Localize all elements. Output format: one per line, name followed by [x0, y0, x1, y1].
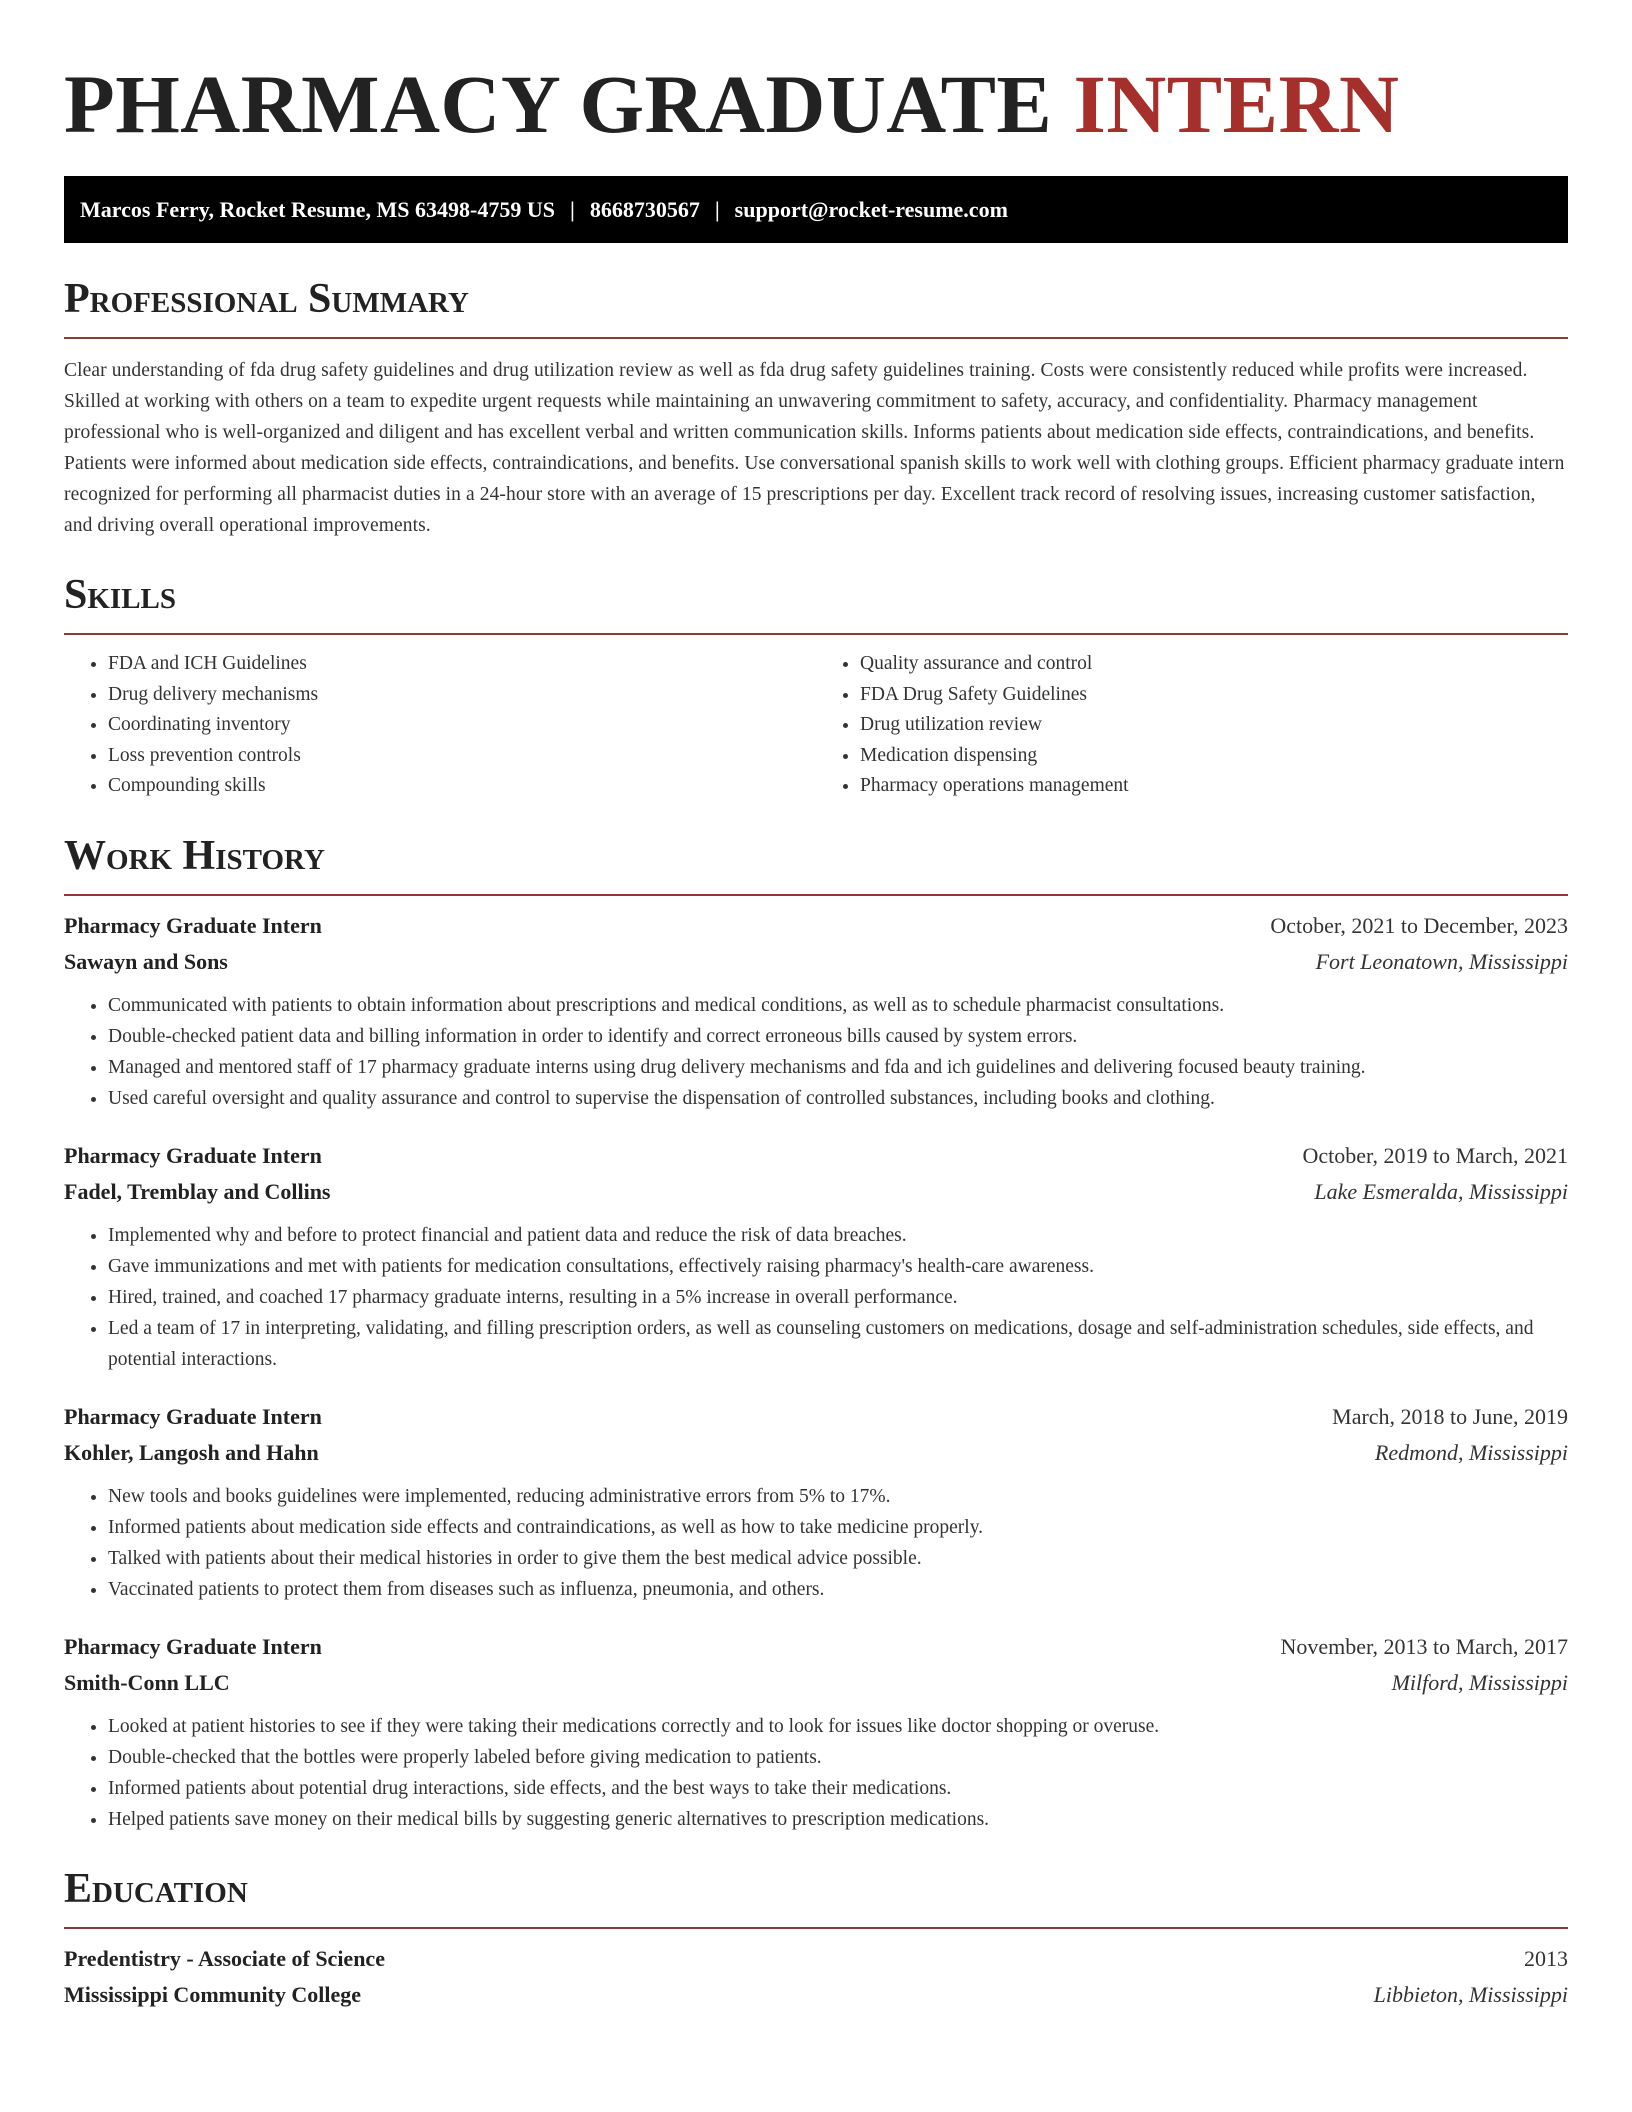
job-entry — [64, 908, 1568, 1114]
job-bullet: • Informed patients about medication side effects and contraindications, as well as how to take medicine properly. — [108, 1512, 1568, 1543]
job-title: Pharmacy Graduate Intern — [64, 1403, 322, 1429]
job-company: Fadel, Tremblay and Collins — [64, 1178, 331, 1204]
job-dates: October, 2019 to March, 2021 — [1302, 1142, 1568, 1168]
job-bullet: • Gave immunizations and met with patients for medication consultations, effectively raising pharmacy's health-care awareness. — [108, 1251, 1568, 1282]
contact-email: support@rocket-resume.com — [734, 196, 1008, 222]
job-bullet: • Vaccinated patients to protect them from diseases such as influenza, pneumonia, and others. — [108, 1574, 1568, 1605]
education-degree: Predentistry - Associate of Science — [64, 1945, 385, 1971]
section-heading-work: Work History — [64, 832, 325, 879]
job-bullet: • Managed and mentored staff of 17 pharmacy graduate interns using drug delivery mechanisms and fda and ich guidelines and delivering focused beauty training. — [108, 1052, 1568, 1083]
section-heading-summary: Professional Summary — [64, 276, 469, 322]
contact-separator: | — [714, 196, 720, 222]
job-bullet: • Talked with patients about their medical histories in order to give them the best medical advice possible. — [108, 1543, 1568, 1574]
contact-phone: 8668730567 — [589, 196, 700, 222]
job-bullet: • Communicated with patients to obtain information about prescriptions and medical conditions, as well as to schedule pharmacist consultations. — [108, 990, 1568, 1021]
job-title: Pharmacy Graduate Intern — [64, 1633, 322, 1659]
job-title: Pharmacy Graduate Intern — [64, 912, 322, 938]
job-bullet: • Looked at patient histories to see if they were taking their medications correctly and to look for issues like doctor shopping or overuse. — [108, 1711, 1568, 1742]
section-divider — [64, 337, 1568, 339]
job-title: Pharmacy Graduate Intern — [64, 1142, 322, 1168]
skill-item: • Loss prevention controls — [108, 741, 816, 772]
job-entry — [64, 1629, 1568, 1835]
section-heading-skills: Skills — [64, 572, 177, 618]
skills-section — [64, 569, 1568, 802]
summary-section — [64, 273, 1568, 541]
job-bullet: • Hired, trained, and coached 17 pharmacy graduate interns, resulting in a 5% increase in overall performance. — [108, 1282, 1568, 1313]
skill-item: • FDA Drug Safety Guidelines — [860, 680, 1568, 711]
section-divider — [64, 1927, 1568, 1929]
title-accent: INTERN — [1073, 58, 1400, 150]
education-section — [64, 1863, 1568, 2013]
skill-item: • Quality assurance and control — [860, 649, 1568, 680]
page-title — [64, 0, 1568, 152]
job-header-row — [64, 1399, 1568, 1435]
job-bullet: • Implemented why and before to protect financial and patient data and reduce the risk of data breaches. — [108, 1220, 1568, 1251]
job-location: Fort Leonatown, Mississippi — [1315, 948, 1568, 974]
job-company-row — [64, 1435, 1568, 1471]
job-company: Sawayn and Sons — [64, 948, 228, 974]
job-entry — [64, 1399, 1568, 1605]
section-divider — [64, 633, 1568, 635]
job-location: Lake Esmeralda, Mississippi — [1314, 1178, 1568, 1204]
skill-item: • Pharmacy operations management — [860, 771, 1568, 802]
job-company: Kohler, Langosh and Hahn — [64, 1439, 319, 1465]
skills-list-right — [816, 649, 1568, 802]
education-school: Mississippi Community College — [64, 1981, 362, 2007]
summary-text: Clear understanding of fda drug safety guidelines and drug utilization review as well as fda drug safety guidelines training. Costs were consistently reduced while profits were increased. Skilled at working with others on a team to expedite urgent requests while maintaining an unwavering commitment to safety, accuracy, and confidentiality. Pharmacy management professional who is well-organized and diligent and has excellent verbal and written communication skills. Informs patients about medication side effects, contraindications, and benefits. Patients were informed about medication side effects, contraindications, and benefits. Use conversational spanish skills to work well with clothing groups. Efficient pharmacy graduate intern recognized for performing all pharmacist duties in a 24-hour store with an average of 15 prescriptions per day. Excellent track record of resolving issues, increasing customer satisfaction, and driving overall operational improvements. — [64, 360, 1565, 536]
section-divider — [64, 894, 1568, 896]
work-section — [64, 830, 1568, 1835]
skill-item: • Medication dispensing — [860, 741, 1568, 772]
job-dates: October, 2021 to December, 2023 — [1270, 912, 1568, 938]
job-entry — [64, 1138, 1568, 1375]
education-entry — [64, 1941, 1568, 2013]
job-bullets — [64, 1711, 1568, 1835]
job-company-row — [64, 1665, 1568, 1701]
job-bullets — [64, 1481, 1568, 1605]
job-header-row — [64, 1629, 1568, 1665]
contact-separator: | — [569, 196, 575, 222]
job-bullets — [64, 990, 1568, 1114]
job-header-row — [64, 908, 1568, 944]
education-year: 2013 — [1524, 1945, 1568, 1971]
contact-bar — [64, 176, 1568, 243]
education-school-row — [64, 1977, 1568, 2013]
job-company-row — [64, 1174, 1568, 1210]
education-header-row — [64, 1941, 1568, 1977]
skill-item: • Compounding skills — [108, 771, 816, 802]
job-header-row — [64, 1138, 1568, 1174]
title-main: PHARMACY GRADUATE — [64, 58, 1053, 150]
job-bullet: • Double-checked patient data and billing information in order to identify and correct erroneous bills caused by system errors. — [108, 1021, 1568, 1052]
job-bullets — [64, 1220, 1568, 1375]
job-company: Smith-Conn LLC — [64, 1669, 230, 1695]
section-heading-education: Education — [64, 1865, 248, 1912]
job-bullet: • Double-checked that the bottles were properly labeled before giving medication to patients. — [108, 1742, 1568, 1773]
job-bullet: • Informed patients about potential drug interactions, side effects, and the best ways to take their medications. — [108, 1773, 1568, 1804]
skills-list-left — [64, 649, 816, 802]
job-location: Redmond, Mississippi — [1374, 1439, 1568, 1465]
job-dates: November, 2013 to March, 2017 — [1280, 1633, 1568, 1659]
job-location: Milford, Mississippi — [1391, 1669, 1568, 1695]
job-company-row — [64, 944, 1568, 980]
education-location: Libbieton, Mississippi — [1373, 1981, 1568, 2007]
job-bullet: • Led a team of 17 in interpreting, validating, and filling prescription orders, as well as counseling customers on medications, dosage and self-administration schedules, side effects, and potential interactions. — [108, 1313, 1568, 1375]
job-bullet: • New tools and books guidelines were implemented, reducing administrative errors from 5% to 17%. — [108, 1481, 1568, 1512]
skill-item: • Coordinating inventory — [108, 710, 816, 741]
skills-columns — [64, 649, 1568, 802]
skill-item: • Drug utilization review — [860, 710, 1568, 741]
job-dates: March, 2018 to June, 2019 — [1332, 1403, 1568, 1429]
skill-item: • FDA and ICH Guidelines — [108, 649, 816, 680]
job-bullet: • Helped patients save money on their medical bills by suggesting generic alternatives to prescription medications. — [108, 1804, 1568, 1835]
skill-item: • Drug delivery mechanisms — [108, 680, 816, 711]
contact-address: Marcos Ferry, Rocket Resume, MS 63498-4759 US — [80, 196, 555, 222]
job-bullet: • Used careful oversight and quality assurance and control to supervise the dispensation of controlled substances, including books and clothing. — [108, 1083, 1568, 1114]
